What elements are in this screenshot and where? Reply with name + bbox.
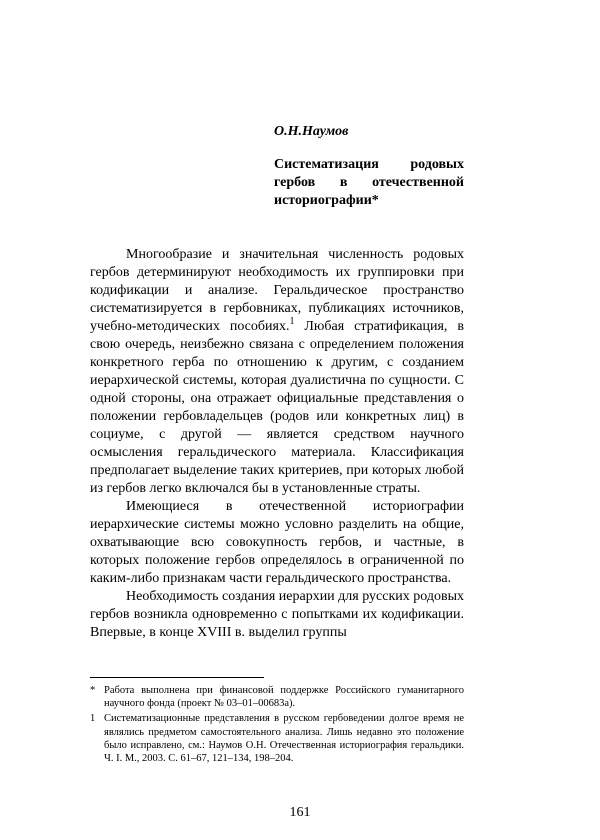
footnote-separator xyxy=(90,677,264,678)
author-name: О.Н.Наумов xyxy=(274,124,349,139)
footnote-text: Систематизационные представления в русском гербоведении долгое время не являлись предметом самостоятельного анализа. Лишь недавно это положение было исправлено, см.: Наумов О.Н. Отечественная историография геральдики. Ч. I. М., 2003. С. 61–67, 121–134, 198–204. xyxy=(104,713,464,765)
article-title: Систематизация родовых гербов в отечественной историографии* xyxy=(274,157,464,208)
footnote-1 xyxy=(90,712,464,765)
footnote-mark: * xyxy=(90,685,96,696)
paragraph-3: Необходимость создания иерархии для русских родовых гербов возникла одновременно с попытками их кодификации. Впервые, в конце XVIII в. выделил группы xyxy=(90,589,464,640)
paragraph-1-continuation: Любая стратификация, в свою очередь, неизбежно связана с определением положения конкретного герба по отношению к другим, с созданием иерархической системы, которая дуалистична по сущности. С одной стороны, она отражает официальные представления о положении гербовладельцев (родов или конкретных лиц) в социуме, с другой — является средством научного осмысления геральдического материала. Классификация предполагает выделение таких критериев, при которых любой из гербов легко включался бы в установленные страты. xyxy=(90,319,464,496)
footnotes xyxy=(90,684,464,767)
paragraph-1-text: Многообразие и значительная численность родовых гербов детерминируют необходимость их группировки при кодификации и анализе. Геральдическое пространство систематизируется в гербовниках, публикациях источников, учебно-методических пособиях. xyxy=(90,247,464,334)
page-number: 161 xyxy=(289,805,311,820)
footnote-funding xyxy=(90,684,464,710)
paragraph-1 xyxy=(90,246,464,498)
footnote-text: Работа выполнена при финансовой поддержке Российского гуманитарного научного фонда (проект № 03–01–00683а). xyxy=(104,685,464,710)
footnote-ref-1[interactable]: 1 xyxy=(289,316,295,327)
paragraph-2: Имеющиеся в отечественной историографии иерархические системы можно условно разделить на общие, охватывающие всю совокупность гербов, и частные, в которых положение гербов определялось в ограниченной по каким-либо признакам части геральдического пространства. xyxy=(90,499,464,586)
article-body xyxy=(90,246,464,642)
footnote-mark: 1 xyxy=(90,713,96,725)
